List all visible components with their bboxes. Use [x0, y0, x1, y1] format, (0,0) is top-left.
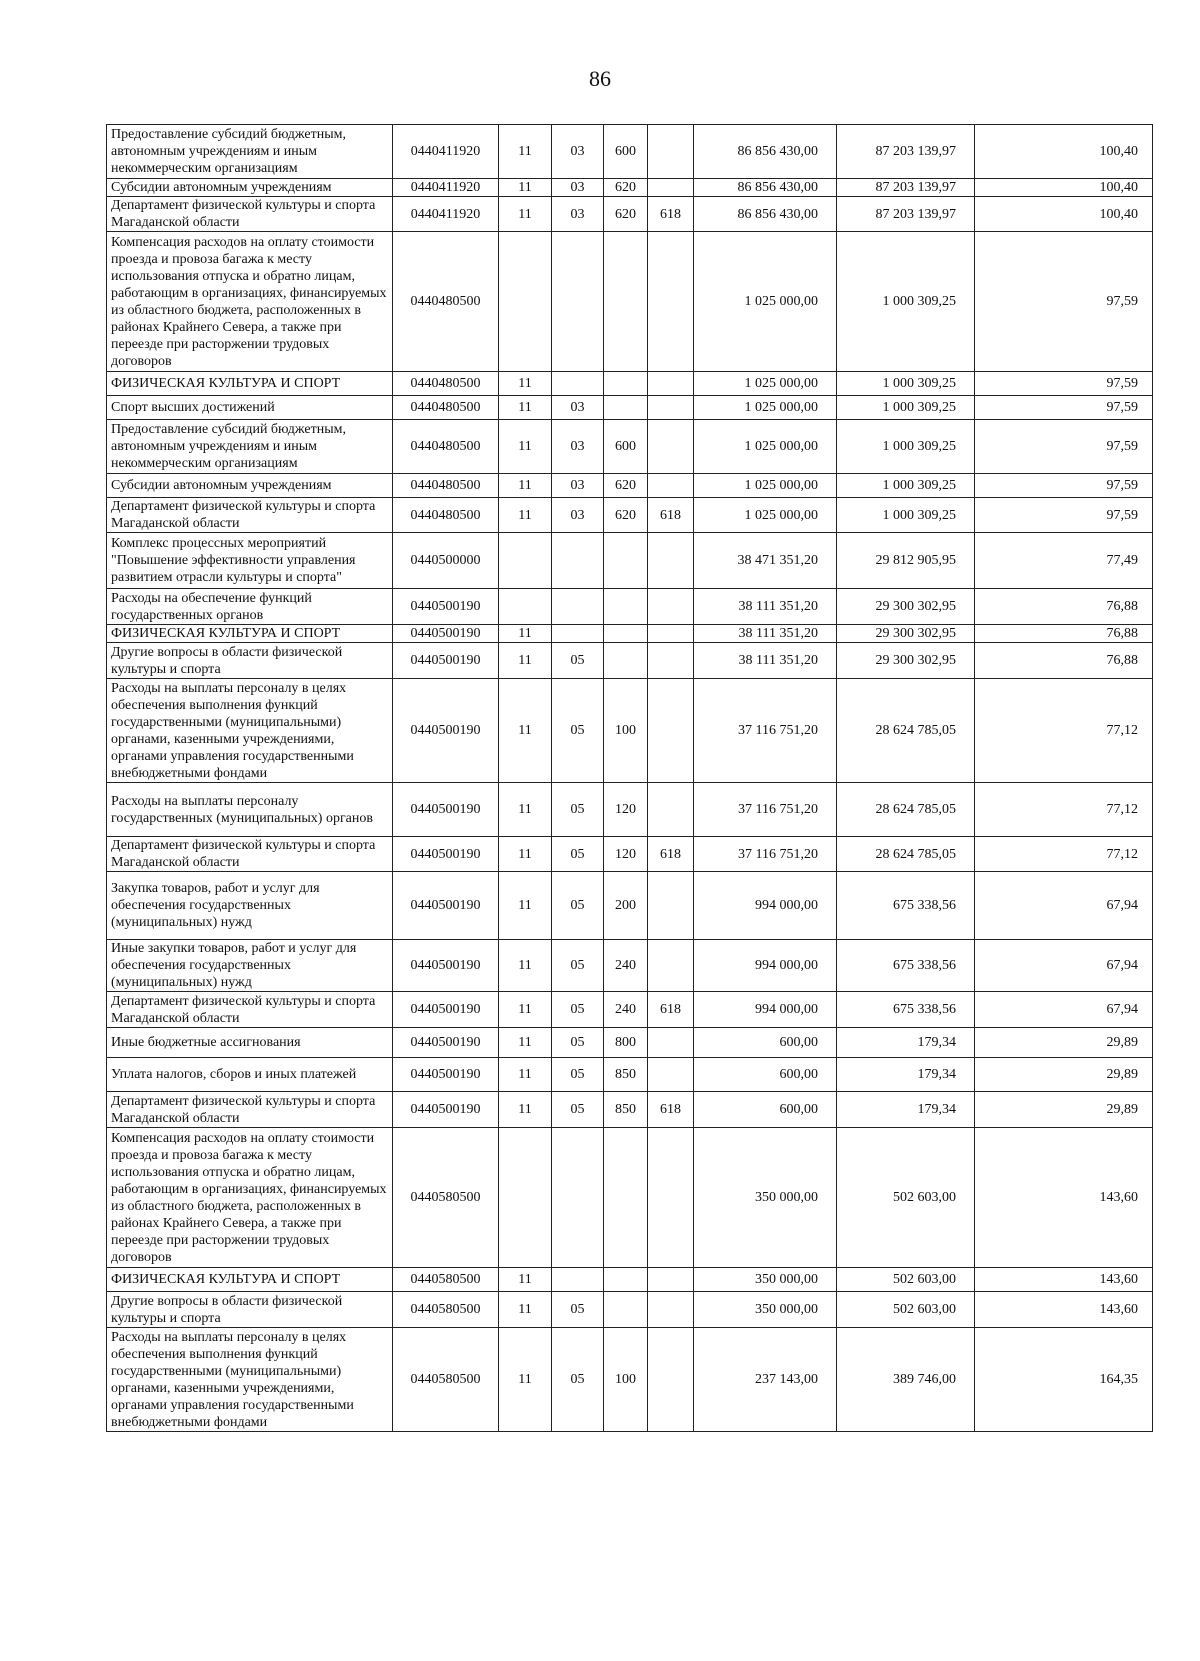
row-admin-code: [648, 872, 694, 940]
row-expense-type: [604, 372, 648, 396]
row-section: 11: [499, 643, 552, 679]
row-target-code: 0440480500: [393, 498, 499, 533]
row-section: 11: [499, 1058, 552, 1092]
row-subsection: 03: [552, 197, 604, 232]
row-actual-amount: 502 603,00: [837, 1268, 975, 1292]
table-row: [107, 837, 1153, 872]
row-admin-code: [648, 783, 694, 837]
row-planned-amount: 350 000,00: [694, 1292, 837, 1328]
row-percent: 67,94: [975, 940, 1153, 992]
row-percent: 76,88: [975, 589, 1153, 625]
row-admin-code: [648, 1028, 694, 1058]
row-name: Расходы на выплаты персоналу в целях обеспечения выполнения функций государственными (муниципальными) органами, казенными учреждениями, органами управления государственными внебюджетными фондами: [107, 1328, 393, 1432]
row-planned-amount: 994 000,00: [694, 992, 837, 1028]
row-target-code: 0440500190: [393, 589, 499, 625]
row-planned-amount: 1 025 000,00: [694, 372, 837, 396]
row-subsection: 05: [552, 837, 604, 872]
row-name: Компенсация расходов на оплату стоимости проезда и провоза багажа к месту использования отпуска и обратно лицам, работающим в организациях, финансируемых из областного бюджета, расположенных в районах Крайнего Севера, а также при переезде при расторжении трудовых договоров: [107, 232, 393, 372]
row-section: 11: [499, 396, 552, 420]
row-target-code: 0440500190: [393, 783, 499, 837]
row-subsection: [552, 1268, 604, 1292]
row-name: Иные бюджетные ассигнования: [107, 1028, 393, 1058]
row-expense-type: [604, 1268, 648, 1292]
row-section: 11: [499, 125, 552, 179]
row-actual-amount: 1 000 309,25: [837, 498, 975, 533]
row-expense-type: [604, 625, 648, 643]
row-section: 11: [499, 1292, 552, 1328]
row-subsection: 03: [552, 498, 604, 533]
row-section: 11: [499, 625, 552, 643]
row-planned-amount: 86 856 430,00: [694, 125, 837, 179]
row-subsection: [552, 232, 604, 372]
page-number: 86: [589, 66, 611, 91]
row-planned-amount: 994 000,00: [694, 940, 837, 992]
row-name: Департамент физической культуры и спорта Магаданской области: [107, 992, 393, 1028]
row-section: 11: [499, 1028, 552, 1058]
row-percent: 164,35: [975, 1328, 1153, 1432]
row-section: 11: [499, 1268, 552, 1292]
row-expense-type: 100: [604, 679, 648, 783]
row-target-code: 0440411920: [393, 179, 499, 197]
row-expense-type: [604, 232, 648, 372]
row-actual-amount: 28 624 785,05: [837, 837, 975, 872]
row-subsection: 03: [552, 179, 604, 197]
row-subsection: 03: [552, 396, 604, 420]
row-target-code: 0440500190: [393, 992, 499, 1028]
row-expense-type: [604, 643, 648, 679]
row-section: 11: [499, 940, 552, 992]
row-name: Предоставление субсидий бюджетным, автономным учреждениям и иным некоммерческим организациям: [107, 125, 393, 179]
row-target-code: 0440500190: [393, 1058, 499, 1092]
row-admin-code: [648, 679, 694, 783]
row-name: Иные закупки товаров, работ и услуг для обеспечения государственных (муниципальных) нужд: [107, 940, 393, 992]
row-planned-amount: 237 143,00: [694, 1328, 837, 1432]
row-target-code: 0440500190: [393, 1092, 499, 1128]
row-admin-code: [648, 940, 694, 992]
row-admin-code: [648, 232, 694, 372]
row-expense-type: 800: [604, 1028, 648, 1058]
row-name: Другие вопросы в области физической культуры и спорта: [107, 643, 393, 679]
row-name: Расходы на обеспечение функций государственных органов: [107, 589, 393, 625]
row-name: Департамент физической культуры и спорта Магаданской области: [107, 498, 393, 533]
row-target-code: 0440480500: [393, 474, 499, 498]
row-planned-amount: 1 025 000,00: [694, 498, 837, 533]
row-admin-code: [648, 125, 694, 179]
row-section: 11: [499, 420, 552, 474]
row-section: [499, 589, 552, 625]
row-percent: 100,40: [975, 179, 1153, 197]
row-actual-amount: 179,34: [837, 1058, 975, 1092]
table-row: [107, 197, 1153, 232]
table-row: [107, 1128, 1153, 1268]
row-percent: 143,60: [975, 1292, 1153, 1328]
row-actual-amount: 29 812 905,95: [837, 533, 975, 589]
row-target-code: 0440500190: [393, 837, 499, 872]
row-name: ФИЗИЧЕСКАЯ КУЛЬТУРА И СПОРТ: [107, 625, 393, 643]
row-actual-amount: 29 300 302,95: [837, 625, 975, 643]
row-percent: 143,60: [975, 1128, 1153, 1268]
row-admin-code: [648, 1328, 694, 1432]
row-planned-amount: 37 116 751,20: [694, 837, 837, 872]
row-section: 11: [499, 783, 552, 837]
row-admin-code: [648, 1128, 694, 1268]
row-planned-amount: 600,00: [694, 1028, 837, 1058]
table-row: [107, 1028, 1153, 1058]
row-actual-amount: 1 000 309,25: [837, 420, 975, 474]
row-admin-code: [648, 625, 694, 643]
row-planned-amount: 37 116 751,20: [694, 679, 837, 783]
row-subsection: [552, 589, 604, 625]
row-expense-type: [604, 533, 648, 589]
row-percent: 97,59: [975, 232, 1153, 372]
row-subsection: 03: [552, 474, 604, 498]
row-section: 11: [499, 179, 552, 197]
row-percent: 67,94: [975, 872, 1153, 940]
table-row: [107, 992, 1153, 1028]
row-expense-type: 100: [604, 1328, 648, 1432]
budget-table-body: [107, 125, 1153, 1432]
row-percent: 97,59: [975, 474, 1153, 498]
row-actual-amount: 675 338,56: [837, 992, 975, 1028]
table-row: [107, 372, 1153, 396]
row-name: Предоставление субсидий бюджетным, автономным учреждениям и иным некоммерческим организациям: [107, 420, 393, 474]
row-expense-type: 850: [604, 1092, 648, 1128]
row-section: [499, 1128, 552, 1268]
row-target-code: 0440480500: [393, 372, 499, 396]
row-subsection: 05: [552, 1292, 604, 1328]
row-subsection: 05: [552, 783, 604, 837]
row-target-code: 0440580500: [393, 1328, 499, 1432]
row-expense-type: [604, 396, 648, 420]
row-subsection: 05: [552, 1058, 604, 1092]
row-percent: 76,88: [975, 625, 1153, 643]
row-actual-amount: 675 338,56: [837, 940, 975, 992]
table-row: [107, 783, 1153, 837]
row-subsection: 05: [552, 1328, 604, 1432]
row-admin-code: [648, 474, 694, 498]
row-admin-code: 618: [648, 1092, 694, 1128]
row-actual-amount: 675 338,56: [837, 872, 975, 940]
row-actual-amount: 179,34: [837, 1028, 975, 1058]
row-expense-type: 620: [604, 197, 648, 232]
row-admin-code: [648, 1058, 694, 1092]
row-actual-amount: 28 624 785,05: [837, 679, 975, 783]
row-percent: 100,40: [975, 125, 1153, 179]
row-target-code: 0440500190: [393, 872, 499, 940]
row-planned-amount: 86 856 430,00: [694, 197, 837, 232]
row-admin-code: [648, 1292, 694, 1328]
row-subsection: 05: [552, 679, 604, 783]
row-actual-amount: 1 000 309,25: [837, 396, 975, 420]
row-section: 11: [499, 872, 552, 940]
row-subsection: 05: [552, 872, 604, 940]
row-subsection: 05: [552, 1028, 604, 1058]
row-percent: 67,94: [975, 992, 1153, 1028]
row-planned-amount: 600,00: [694, 1058, 837, 1092]
table-row: [107, 420, 1153, 474]
table-row: [107, 1292, 1153, 1328]
row-section: 11: [499, 992, 552, 1028]
row-section: 11: [499, 679, 552, 783]
row-section: 11: [499, 498, 552, 533]
row-actual-amount: 29 300 302,95: [837, 643, 975, 679]
row-planned-amount: 350 000,00: [694, 1128, 837, 1268]
row-percent: 97,59: [975, 396, 1153, 420]
row-admin-code: 618: [648, 197, 694, 232]
table-row: [107, 940, 1153, 992]
row-actual-amount: 502 603,00: [837, 1292, 975, 1328]
row-target-code: 0440580500: [393, 1292, 499, 1328]
row-name: Департамент физической культуры и спорта Магаданской области: [107, 197, 393, 232]
table-row: [107, 1328, 1153, 1432]
row-section: [499, 232, 552, 372]
row-target-code: 0440480500: [393, 396, 499, 420]
row-percent: 76,88: [975, 643, 1153, 679]
row-expense-type: 600: [604, 420, 648, 474]
row-actual-amount: 1 000 309,25: [837, 232, 975, 372]
row-percent: 97,59: [975, 372, 1153, 396]
row-subsection: 05: [552, 643, 604, 679]
table-row: [107, 498, 1153, 533]
row-expense-type: [604, 1128, 648, 1268]
row-target-code: 0440500190: [393, 625, 499, 643]
row-actual-amount: 502 603,00: [837, 1128, 975, 1268]
row-name: ФИЗИЧЕСКАЯ КУЛЬТУРА И СПОРТ: [107, 1268, 393, 1292]
row-actual-amount: 87 203 139,97: [837, 179, 975, 197]
row-name: Субсидии автономным учреждениям: [107, 474, 393, 498]
row-name: Закупка товаров, работ и услуг для обеспечения государственных (муниципальных) нужд: [107, 872, 393, 940]
row-percent: 100,40: [975, 197, 1153, 232]
row-percent: 29,89: [975, 1028, 1153, 1058]
table-row: [107, 589, 1153, 625]
row-actual-amount: 1 000 309,25: [837, 372, 975, 396]
row-percent: 77,49: [975, 533, 1153, 589]
row-target-code: 0440480500: [393, 420, 499, 474]
row-section: 11: [499, 1328, 552, 1432]
row-admin-code: [648, 643, 694, 679]
table-row: [107, 625, 1153, 643]
table-row: [107, 179, 1153, 197]
row-admin-code: [648, 589, 694, 625]
row-section: 11: [499, 474, 552, 498]
row-subsection: 05: [552, 992, 604, 1028]
row-planned-amount: 600,00: [694, 1092, 837, 1128]
row-admin-code: [648, 396, 694, 420]
row-planned-amount: 38 111 351,20: [694, 625, 837, 643]
table-row: [107, 1268, 1153, 1292]
table-row: [107, 1058, 1153, 1092]
row-actual-amount: 1 000 309,25: [837, 474, 975, 498]
row-name: Расходы на выплаты персоналу государственных (муниципальных) органов: [107, 783, 393, 837]
row-name: Расходы на выплаты персоналу в целях обеспечения выполнения функций государственными (муниципальными) органами, казенными учреждениями, органами управления государственными внебюджетными фондами: [107, 679, 393, 783]
row-planned-amount: 1 025 000,00: [694, 420, 837, 474]
row-expense-type: 620: [604, 474, 648, 498]
row-expense-type: 120: [604, 783, 648, 837]
row-section: 11: [499, 372, 552, 396]
row-name: Комплекс процессных мероприятий "Повышение эффективности управления развитием отрасли культуры и спорта": [107, 533, 393, 589]
row-target-code: 0440411920: [393, 197, 499, 232]
row-expense-type: [604, 589, 648, 625]
row-planned-amount: 350 000,00: [694, 1268, 837, 1292]
row-percent: 29,89: [975, 1092, 1153, 1128]
row-subsection: [552, 1128, 604, 1268]
row-admin-code: 618: [648, 837, 694, 872]
row-target-code: 0440580500: [393, 1268, 499, 1292]
table-row: [107, 872, 1153, 940]
table-row: [107, 232, 1153, 372]
row-admin-code: [648, 372, 694, 396]
row-planned-amount: 38 471 351,20: [694, 533, 837, 589]
row-name: Субсидии автономным учреждениям: [107, 179, 393, 197]
row-actual-amount: 87 203 139,97: [837, 197, 975, 232]
row-subsection: [552, 625, 604, 643]
row-expense-type: 620: [604, 179, 648, 197]
row-planned-amount: 37 116 751,20: [694, 783, 837, 837]
table-row: [107, 396, 1153, 420]
row-target-code: 0440500190: [393, 1028, 499, 1058]
row-name: Департамент физической культуры и спорта Магаданской области: [107, 837, 393, 872]
row-expense-type: 600: [604, 125, 648, 179]
row-subsection: 03: [552, 420, 604, 474]
row-admin-code: 618: [648, 498, 694, 533]
row-section: 11: [499, 197, 552, 232]
row-name: ФИЗИЧЕСКАЯ КУЛЬТУРА И СПОРТ: [107, 372, 393, 396]
row-expense-type: 620: [604, 498, 648, 533]
row-admin-code: [648, 179, 694, 197]
budget-table: [106, 124, 1153, 1432]
row-name: Уплата налогов, сборов и иных платежей: [107, 1058, 393, 1092]
row-actual-amount: 28 624 785,05: [837, 783, 975, 837]
table-row: [107, 474, 1153, 498]
row-name: Департамент физической культуры и спорта Магаданской области: [107, 1092, 393, 1128]
row-actual-amount: 389 746,00: [837, 1328, 975, 1432]
row-subsection: 05: [552, 940, 604, 992]
row-expense-type: 240: [604, 940, 648, 992]
table-row: [107, 679, 1153, 783]
row-percent: 143,60: [975, 1268, 1153, 1292]
row-name: Компенсация расходов на оплату стоимости проезда и провоза багажа к месту использования отпуска и обратно лицам, работающим в организациях, финансируемых из областного бюджета, расположенных в районах Крайнего Севера, а также при переезде при расторжении трудовых договоров: [107, 1128, 393, 1268]
row-admin-code: [648, 533, 694, 589]
row-target-code: 0440411920: [393, 125, 499, 179]
row-expense-type: 240: [604, 992, 648, 1028]
row-planned-amount: 1 025 000,00: [694, 232, 837, 372]
table-row: [107, 533, 1153, 589]
row-subsection: [552, 533, 604, 589]
row-target-code: 0440500190: [393, 679, 499, 783]
row-planned-amount: 38 111 351,20: [694, 589, 837, 625]
row-subsection: 05: [552, 1092, 604, 1128]
row-target-code: 0440580500: [393, 1128, 499, 1268]
row-name: Спорт высших достижений: [107, 396, 393, 420]
row-admin-code: 618: [648, 992, 694, 1028]
row-actual-amount: 87 203 139,97: [837, 125, 975, 179]
row-subsection: 03: [552, 125, 604, 179]
table-row: [107, 125, 1153, 179]
row-percent: 77,12: [975, 837, 1153, 872]
row-target-code: 0440480500: [393, 232, 499, 372]
row-section: [499, 533, 552, 589]
row-percent: 97,59: [975, 420, 1153, 474]
row-actual-amount: 29 300 302,95: [837, 589, 975, 625]
row-admin-code: [648, 1268, 694, 1292]
row-section: 11: [499, 837, 552, 872]
row-percent: 77,12: [975, 783, 1153, 837]
table-row: [107, 643, 1153, 679]
row-expense-type: 120: [604, 837, 648, 872]
row-planned-amount: 38 111 351,20: [694, 643, 837, 679]
row-subsection: [552, 372, 604, 396]
row-planned-amount: 994 000,00: [694, 872, 837, 940]
table-row: [107, 1092, 1153, 1128]
row-target-code: 0440500190: [393, 643, 499, 679]
row-percent: 29,89: [975, 1058, 1153, 1092]
row-planned-amount: 1 025 000,00: [694, 396, 837, 420]
row-name: Другие вопросы в области физической культуры и спорта: [107, 1292, 393, 1328]
row-planned-amount: 86 856 430,00: [694, 179, 837, 197]
row-expense-type: [604, 1292, 648, 1328]
row-expense-type: 200: [604, 872, 648, 940]
row-target-code: 0440500000: [393, 533, 499, 589]
row-section: 11: [499, 1092, 552, 1128]
row-expense-type: 850: [604, 1058, 648, 1092]
row-actual-amount: 179,34: [837, 1092, 975, 1128]
row-percent: 97,59: [975, 498, 1153, 533]
row-planned-amount: 1 025 000,00: [694, 474, 837, 498]
row-target-code: 0440500190: [393, 940, 499, 992]
row-percent: 77,12: [975, 679, 1153, 783]
row-admin-code: [648, 420, 694, 474]
